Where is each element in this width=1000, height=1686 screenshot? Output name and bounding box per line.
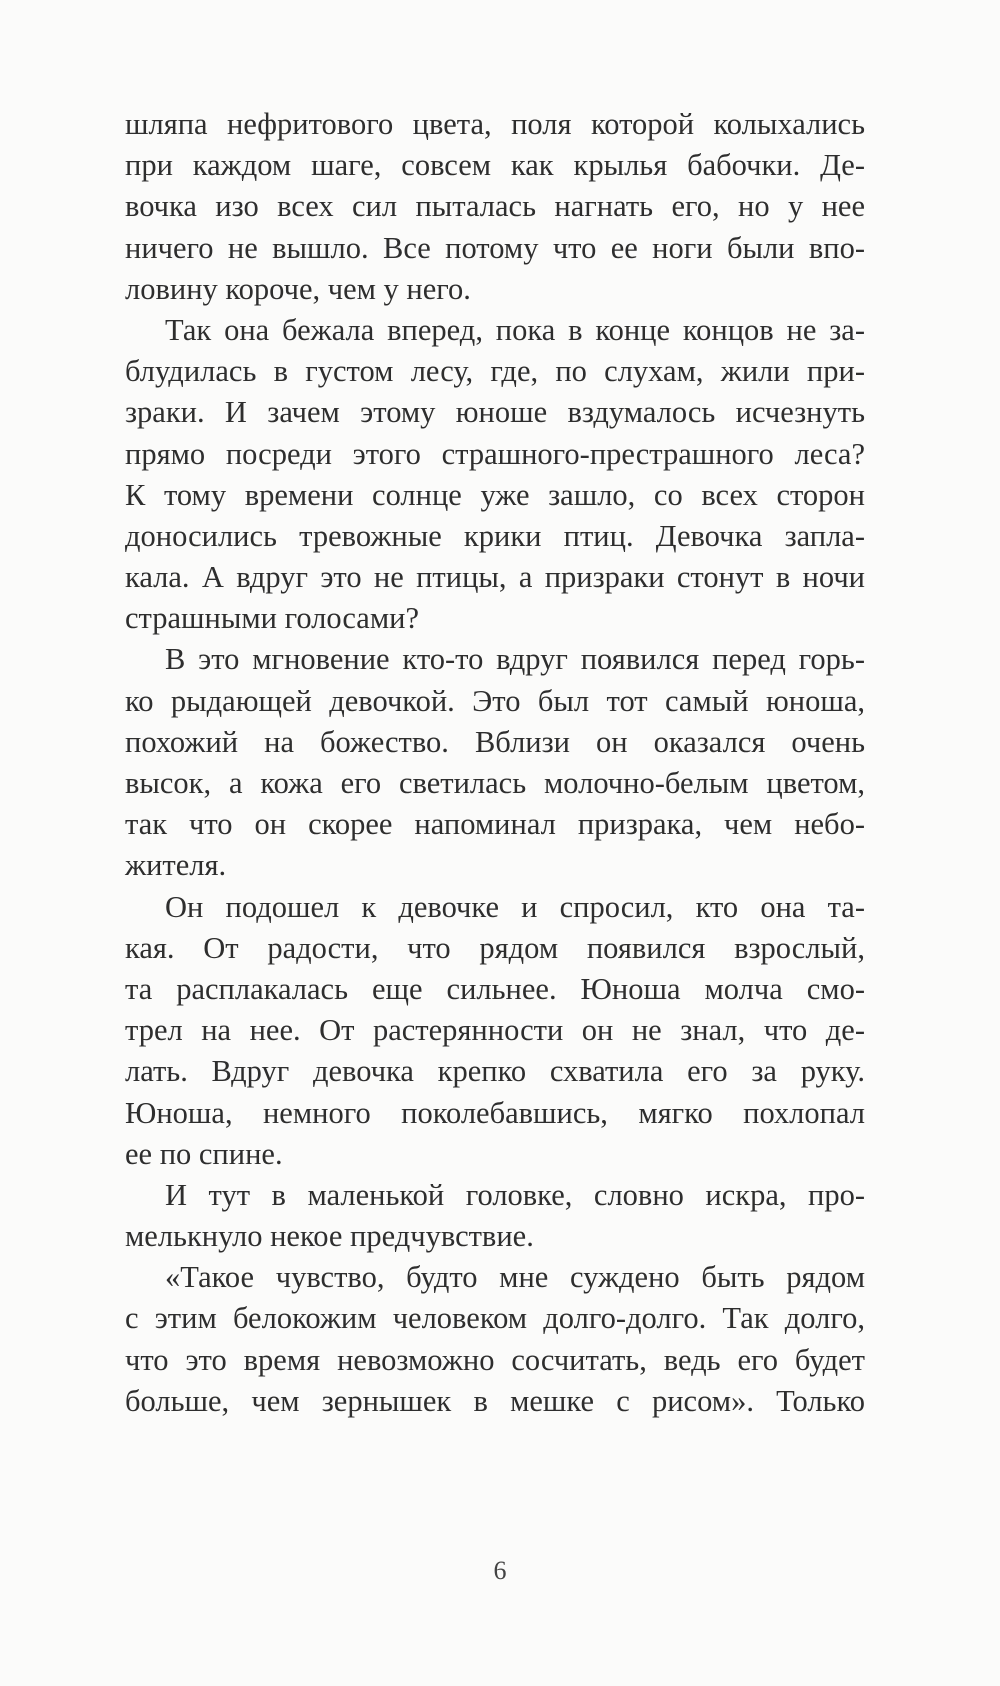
text-line: шляпа нефритового цвета, поля которой колыхались [125, 107, 865, 141]
text-line: трел на нее. От растерянности он не знал, что де- [125, 1013, 865, 1048]
text-line: В это мгновение кто-то вдруг появился перед горь- [165, 642, 865, 677]
text-line: что это время невозможно сосчитать, ведь его будет [125, 1342, 865, 1377]
text-line: так что он скорее напоминал призрака, чем небо- [125, 807, 865, 842]
text-line: больше, чем зернышек в мешке с рисом». Только [125, 1383, 865, 1418]
text-line: при каждом шаге, совсем как крылья бабочки. Де- [125, 148, 865, 183]
text-line: Он подошел к девочке и спросил, кто она та- [165, 889, 865, 924]
text-line: Юноша, немного поколебавшись, мягко похлопал [125, 1095, 865, 1130]
text-line: та расплакалась еще сильнее. Юноша молча смо- [125, 971, 865, 1006]
text-line: вочка изо всех сил пыталась нагнать его, но у нее [125, 189, 865, 224]
text-line: кая. От радости, что рядом появился взрослый, [125, 930, 865, 965]
text-line: зраки. И зачем этому юноше вздумалось исчезнуть [125, 395, 865, 430]
body-text [125, 104, 865, 1422]
text-line: высок, а кожа его светилась молочно-белым цветом, [125, 766, 865, 800]
text-line: ничего не вышло. Все потому что ее ноги были впо- [125, 230, 865, 265]
text-line: ловину короче, чем у него. [125, 271, 471, 306]
text-line: жителя. [125, 848, 227, 883]
text-line: блудилась в густом лесу, где, по слухам, жили при- [125, 354, 865, 389]
text-line: ее по спине. [125, 1136, 283, 1171]
text-line: доносились тревожные крики птиц. Девочка запла- [125, 518, 865, 553]
text-line: страшными голосами? [125, 601, 420, 636]
text-line: Так она бежала вперед, пока в конце концов не за- [165, 312, 865, 347]
text-line: ко рыдающей девочкой. Это был тот самый юноша, [125, 683, 865, 718]
text-line: с этим белокожим человеком долго-долго. Так долго, [125, 1301, 865, 1336]
text-line: И тут в маленькой головке, словно искра, про- [165, 1177, 865, 1212]
text-line: лать. Вдруг девочка крепко схватила его за руку. [125, 1054, 865, 1089]
text-line: прямо посреди этого страшного-престрашного леса? [125, 436, 865, 471]
text-line: «Такое чувство, будто мне суждено быть рядом [165, 1260, 865, 1295]
page-number: 6 [493, 1556, 507, 1585]
text-line: похожий на божество. Вблизи он оказался очень [125, 724, 865, 759]
text-line: кала. А вдруг это не птицы, а призраки стонут в ночи [125, 560, 865, 595]
text-line: К тому времени солнце уже зашло, со всех сторон [125, 477, 865, 512]
text-line: мелькнуло некое предчувствие. [125, 1219, 534, 1254]
